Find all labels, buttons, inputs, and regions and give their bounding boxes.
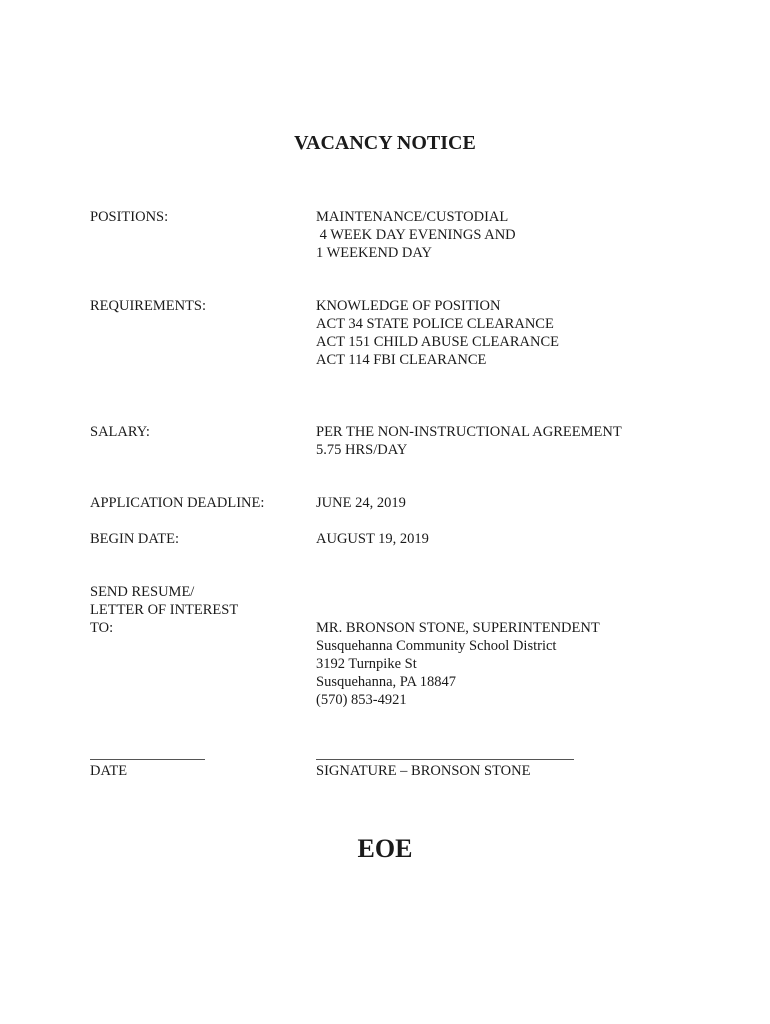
- address-line: MR. BRONSON STONE, SUPERINTENDENT: [316, 620, 600, 636]
- signature-label: SIGNATURE – BRONSON STONE: [316, 763, 531, 779]
- requirements-line: ACT 114 FBI CLEARANCE: [316, 352, 487, 368]
- salary-line: 5.75 HRS/DAY: [316, 442, 408, 458]
- send-label-line: TO:: [90, 620, 114, 636]
- date-line: [90, 759, 205, 760]
- salary-value: [316, 423, 622, 459]
- salary-label: SALARY:: [90, 424, 150, 440]
- date-label: DATE: [90, 763, 128, 779]
- positions-line: 4 WEEK DAY EVENINGS AND: [316, 227, 516, 243]
- positions-line: MAINTENANCE/CUSTODIAL: [316, 209, 509, 225]
- page-title: VACANCY NOTICE: [294, 132, 476, 154]
- requirements-line: ACT 151 CHILD ABUSE CLEARANCE: [316, 334, 560, 350]
- address-line: Susquehanna, PA 18847: [316, 674, 457, 690]
- signature-line: [316, 759, 574, 760]
- deadline-label: APPLICATION DEADLINE:: [90, 495, 265, 511]
- positions-value: [316, 208, 516, 262]
- send-to-address: [316, 619, 600, 709]
- requirements-line: ACT 34 STATE POLICE CLEARANCE: [316, 316, 554, 332]
- address-line: Susquehanna Community School District: [316, 638, 557, 654]
- deadline-value: JUNE 24, 2019: [316, 495, 406, 511]
- address-line: 3192 Turnpike St: [316, 656, 417, 672]
- positions-label: POSITIONS:: [90, 209, 169, 225]
- requirements-line: KNOWLEDGE OF POSITION: [316, 298, 501, 314]
- requirements-label: REQUIREMENTS:: [90, 298, 206, 314]
- positions-line: 1 WEEKEND DAY: [316, 245, 432, 261]
- send-label-line: SEND RESUME/: [90, 584, 195, 600]
- send-label-line: LETTER OF INTEREST: [90, 602, 239, 618]
- begin-date-value: AUGUST 19, 2019: [316, 531, 429, 547]
- eoe-footer: EOE: [357, 834, 413, 863]
- requirements-value: [316, 297, 559, 369]
- salary-line: PER THE NON-INSTRUCTIONAL AGREEMENT: [316, 424, 622, 440]
- send-resume-label: [90, 583, 238, 637]
- begin-date-label: BEGIN DATE:: [90, 531, 180, 547]
- address-line: (570) 853-4921: [316, 692, 407, 708]
